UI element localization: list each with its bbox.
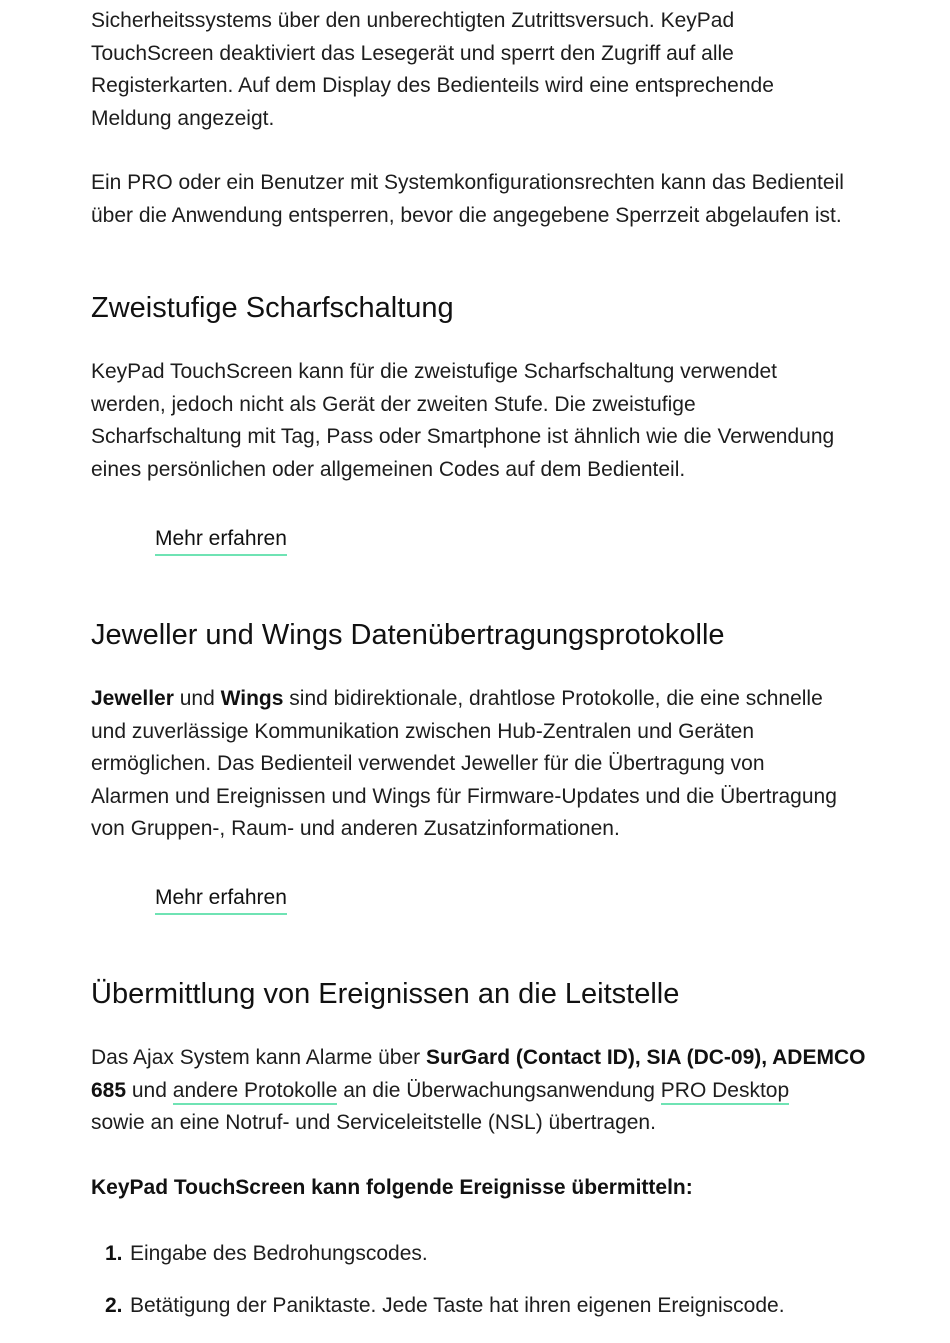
text-line: über die Anwendung entsperren, bevor die angegebene Sperrzeit abgelaufen ist. [91,203,842,227]
learn-more-link-two-stage[interactable]: Mehr erfahren [155,524,287,556]
list-item-text: Eingabe des Bedrohungscodes. [130,1242,428,1265]
intro-paragraph-1 [91,5,881,135]
list-item-text: Betätigung der Paniktaste. Jede Taste hat ihren eigenen Ereigniscode. [130,1294,785,1317]
text-fragment: an die Überwachungsanwendung [337,1078,661,1102]
section-heading-event-transmission: Übermittlung von Ereignissen an die Leitstelle [91,978,680,1010]
text-fragment: Das Ajax System kann Alarme über [91,1046,426,1069]
text-fragment: und [126,1078,173,1102]
text-line: werden, jedoch nicht als Gerät der zweiten Stufe. Die zweistufige [91,392,696,416]
two-stage-paragraph [91,356,881,486]
text-line: eines persönlichen oder allgemeinen Codes auf dem Bedienteil. [91,457,686,481]
pro-desktop-link[interactable]: PRO Desktop [661,1079,789,1105]
text-line: Alarmen und Ereignissen und Wings für Firmware-Updates und die Übertragung [91,784,837,808]
text-line: Sicherheitssystems über den unberechtigten Zutrittsversuch. KeyPad [91,9,735,32]
text-line: TouchScreen deaktiviert das Lesegerät und sperrt den Zugriff auf alle [91,41,734,65]
text-line: ermöglichen. Das Bedienteil verwendet Jeweller für die Übertragung von [91,752,765,775]
text-line: von Gruppen-, Raum- und anderen Zusatzinformationen. [91,817,620,840]
section-heading-protocols: Jeweller und Wings Datenübertragungsprotokolle [91,619,725,651]
text-line: sowie an eine Notruf- und Serviceleitstelle (NSL) übertragen. [91,1111,656,1134]
list-number: 2. [105,1294,123,1317]
text-line: Meldung angezeigt. [91,106,275,130]
jeweller-term: Jeweller [91,687,174,710]
list-number: 1. [105,1242,123,1265]
protocol-number: 685 [91,1078,127,1102]
text-line: Scharfschaltung mit Tag, Pass oder Smartphone ist ähnlich wie die Verwendung [91,425,835,448]
text-fragment: sind bidirektionale, drahtlose Protokolle, die eine schnelle [283,687,823,710]
learn-more-link-protocols[interactable]: Mehr erfahren [155,883,287,915]
events-heading [91,1172,881,1205]
text-line: Registerkarten. Auf dem Display des Bedienteils wird eine entsprechende [91,74,774,97]
text-line: KeyPad TouchScreen kann für die zweistufige Scharfschaltung verwendet [91,360,778,383]
section-heading-two-stage-arming: Zweistufige Scharfschaltung [91,292,454,324]
protocol-names: SurGard (Contact ID), SIA (DC-09), ADEMCO [426,1046,866,1069]
events-heading-text: KeyPad TouchScreen kann folgende Ereignisse übermitteln: [91,1176,693,1199]
intro-paragraph-2 [91,167,881,232]
other-protocols-link[interactable]: andere Protokolle [173,1079,338,1105]
text-line: und zuverlässige Kommunikation zwischen Hub-Zentralen und Geräten [91,719,755,743]
list-item [91,1238,891,1270]
text-line: Ein PRO oder ein Benutzer mit Systemkonfigurationsrechten kann das Bedienteil [91,171,844,194]
text-fragment: und [173,687,221,710]
list-item [91,1290,891,1322]
wings-term: Wings [220,687,284,710]
monitoring-paragraph [91,1042,891,1140]
events-list [91,1238,891,1322]
protocols-paragraph [91,683,881,846]
